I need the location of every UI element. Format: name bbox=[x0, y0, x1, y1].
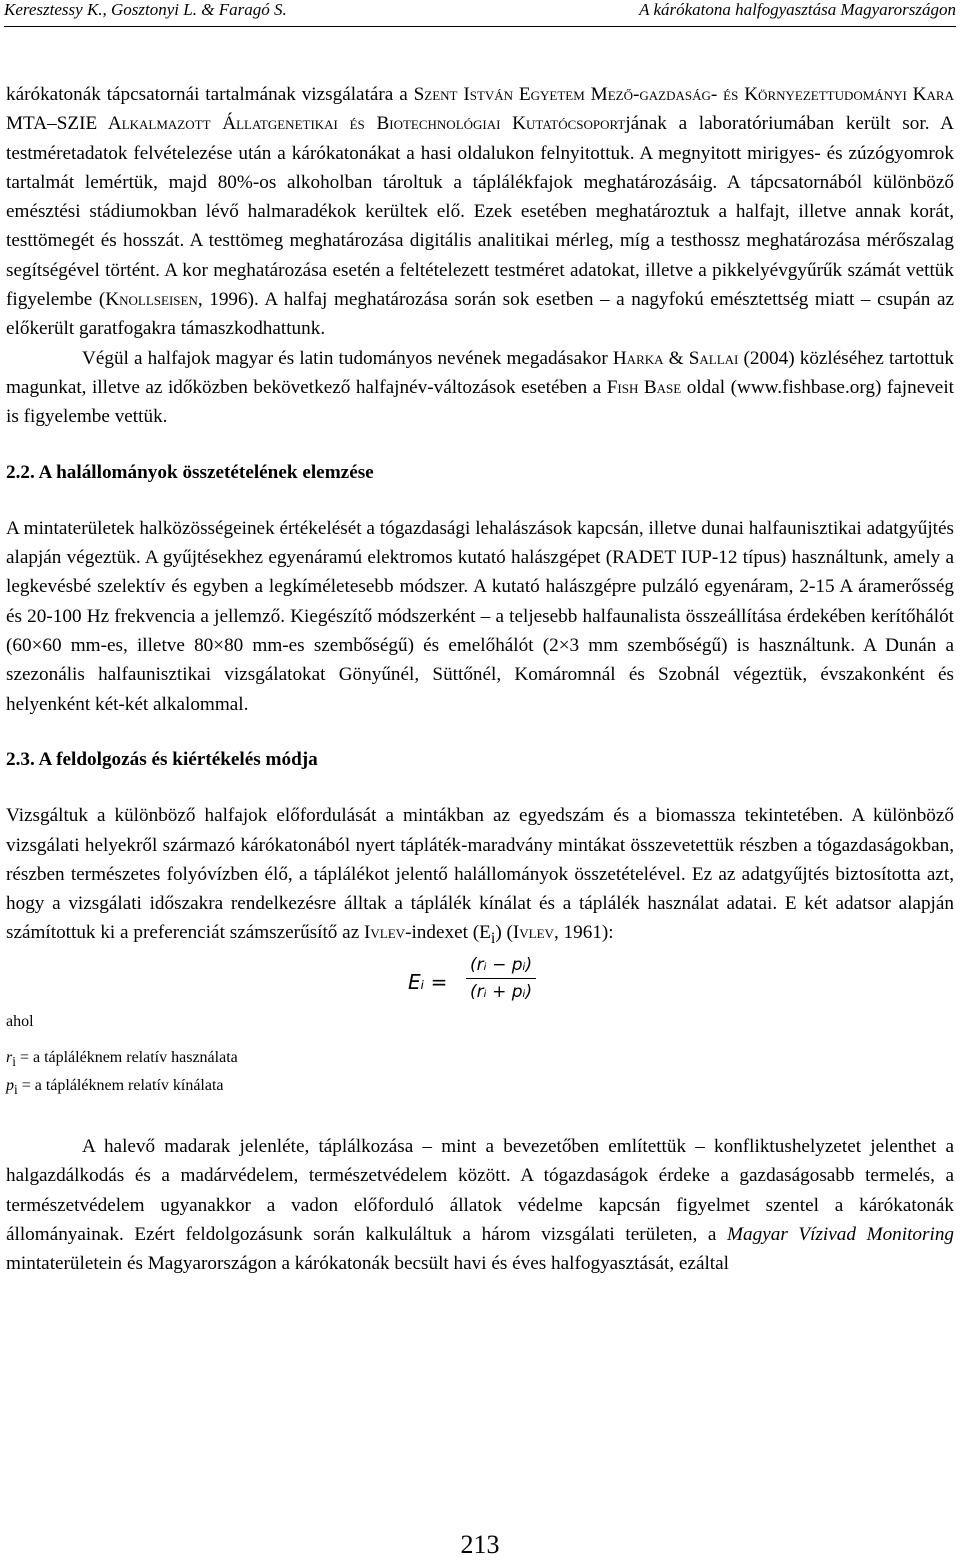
section-heading-2-2: 2.2. A halállományok összetételének elemzése bbox=[6, 461, 374, 483]
text: = a tápláléknem relatív kínálata bbox=[17, 1076, 224, 1094]
formula-denominator: (rᵢ + pᵢ) bbox=[470, 981, 533, 1002]
citation-author: Ivlev bbox=[512, 922, 554, 944]
text: kárókatonák tápcsatornái tartalmának vizsgálatára a bbox=[6, 84, 414, 105]
formula-lhs: Eᵢ = bbox=[408, 969, 448, 994]
subscript: i bbox=[14, 1081, 18, 1097]
citation-author: Harka bbox=[612, 347, 664, 369]
paragraph-nomenclature bbox=[6, 344, 954, 432]
text: , 1996). A halfaj meghatározása során sok esetben – a nagyfokú emésztettség miatt – csupán az előkerült garatfogakra támaszkodhattunk. bbox=[6, 289, 954, 340]
ivlev-formula bbox=[6, 954, 954, 1010]
subscript: i bbox=[490, 930, 496, 948]
text: = a tápláléknem relatív használata bbox=[15, 1048, 238, 1066]
header-authors: Keresztessy K., Gosztonyi L. & Faragó S. bbox=[4, 0, 287, 19]
symbol: r bbox=[6, 1048, 13, 1066]
page-number: 213 bbox=[460, 1530, 500, 1559]
text: & bbox=[663, 347, 689, 369]
subscript: i bbox=[12, 1053, 16, 1069]
text: , 1961): bbox=[553, 922, 614, 944]
institution-name: Szent István Egyetem Mező-gazdaság- és Környezettudományi Kara MTA–SZIE Alkalmazott Állatgenetikai és Biotechnológiai Kutatócsoport bbox=[6, 84, 954, 135]
formula-fraction bbox=[466, 952, 536, 1005]
text: oldal (www.fishbase.org) fajneveit is figyelembe vettük. bbox=[6, 376, 954, 428]
paragraph-lab-methods bbox=[6, 80, 954, 344]
text: A halevő madarak jelenléte, táplálkozása – mint a bevezetőben említettük – konfliktushelyzetet jelenthet a halgazdálkodás és a madárvédelem, természetvédelem között. A tógazdaságok érdeke a gazdaságosabb termelés, a természetvédelem ugyanakkor a vadon előforduló állatok védelme kapcsán figyelmet szentel a kárókatonák állományainak. Ezért feldolgozásunk során kalkuláltuk a három vizsgálati területen, a bbox=[6, 1135, 954, 1245]
text: mintaterületein és Magyarországon a kárókatonák becsült havi és éves halfogyasztását, ezáltal bbox=[6, 1253, 729, 1275]
program-name: Magyar Vízivad Monitoring bbox=[727, 1223, 955, 1245]
text: Vizsgáltuk a különböző halfajok előfordulását a mintákban az egyedszám és a biomassza tekintetében. A különböző vizsgálati helyekről származó kárókatonából nyert tápláték-maradvány mintákat összevetettük részben a tógazdaságokban, részben természetes folyóvízben élő, a táplálékot jelentő halállományok összetételével. Ez az adatgyűjtés biztosította azt, hogy a vizsgálati időszakra rendelkezésre álltak a táplálék kínálat és a táplálék használat adatai. E két adatsor alapján számítottuk ki a preferenciát számszerűsítő az bbox=[6, 805, 954, 944]
paragraph-conflict bbox=[6, 1132, 954, 1278]
definition-r bbox=[6, 1046, 954, 1074]
definition-p bbox=[6, 1074, 954, 1102]
section-heading-2-3: 2.3. A feldolgozás és kiértékelés módja bbox=[6, 748, 318, 770]
citation-author: Ivlev bbox=[364, 922, 406, 944]
text: (2004) közléséhez tartottuk magunkat, illetve az időközben bekövetkező halfajnév-változások esetében a bbox=[6, 347, 955, 398]
header-title: A kárókatona halfogyasztása Magyarországon bbox=[639, 0, 956, 19]
citation-author: Sallai bbox=[688, 347, 739, 369]
text: Végül a halfajok magyar és latin tudományos nevének megadásakor bbox=[82, 347, 613, 369]
citation-author: Knollseisen bbox=[105, 289, 198, 311]
running-header bbox=[4, 0, 956, 27]
text: jának a laboratóriumában került sor. A testméretadatok felvételezése után a kárókatonákat a hasi oldalukon felnyitottuk. A megnyitott mirigyes- és zúzógyomrok tartalmát lemértük, majd 80%-os alkoholban tároltuk a táplálékfajok meghatározásáig. A tápcsatornából különböző emésztési stádiumokban lévő halmaradékok kerültek elő. Ezek esetében meghatároztuk a halfajt, illetve annak korát, testtömegét és hosszát. A testtömeg meghatározása digitális analitikai mérleg, míg a testhossz meghatározása mérőszalag segítségével történt. A kor meghatározása esetén a feltételezett testméret adatokat, illetve a pikkelyévgyűrűk számát vettük figyelembe ( bbox=[6, 113, 954, 311]
ahol-label: ahol bbox=[6, 1012, 34, 1030]
database-name: Fish Base bbox=[606, 376, 682, 398]
paragraph-processing bbox=[6, 801, 954, 953]
text: -indexet (E bbox=[405, 922, 491, 944]
symbol: p bbox=[6, 1076, 14, 1094]
formula-numerator: (rᵢ − pᵢ) bbox=[466, 952, 536, 979]
text: ) ( bbox=[495, 922, 513, 944]
paragraph-fish-sampling: A mintaterületek halközösségeinek értékelését a tógazdasági lehalászások kapcsán, illetve dunai halfaunisztikai adatgyűjtés alapján végeztük. A gyűjtésekhez egyenáramú elektromos kutató halászgépet (RADET IUP-12 típus) használtunk, amely a legkevésbé szelektív és egyben a legkíméletesebb módszer. A kutató halászgépre pulzáló egyenáram, 2-15 A áramerősség és 20-100 Hz frekvencia a jellemző. Kiegészítő módszerként – a teljesebb halfaunalista összeállítása érdekében kerítőhálót (60×60 mm-es, illetve 80×80 mm-es szembőségű) és emelőhálót (2×3 mm szembőségű) is használtunk. A Dunán a szezonális halfaunisztikai vizsgálatokat Gönyűnél, Süttőnél, Komáromnál és Szobnál végeztük, évszakonként és helyenként két-két alkalommal. bbox=[6, 517, 954, 715]
page-body bbox=[6, 80, 954, 1278]
